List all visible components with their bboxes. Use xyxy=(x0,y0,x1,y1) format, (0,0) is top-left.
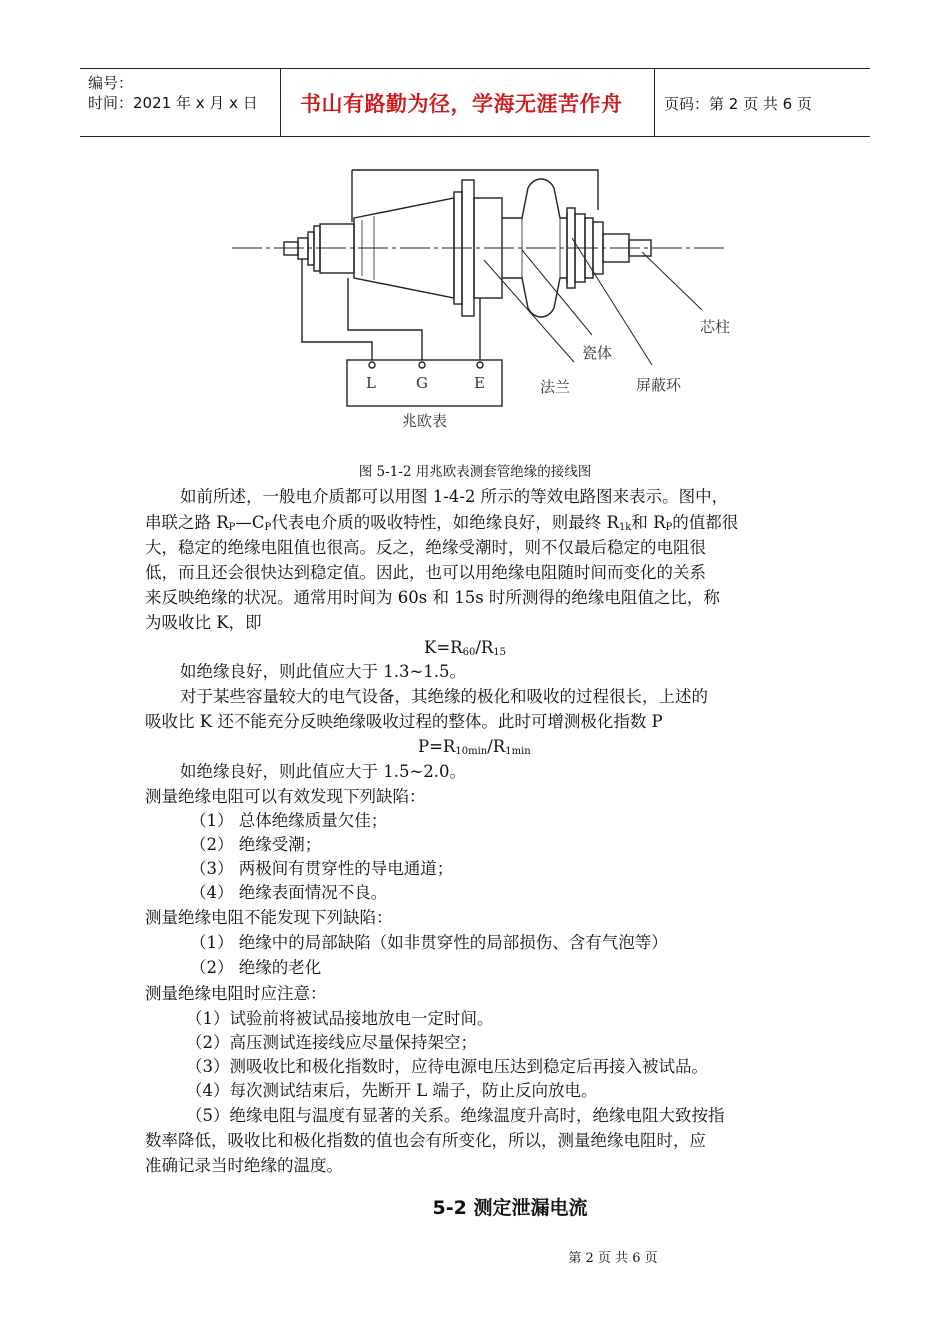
note-item: （1）试验前将被试品接地放电一定时间。 xyxy=(186,1009,494,1028)
can-detect-item: （2） 绝缘受潮； xyxy=(190,835,322,854)
label-shield-ring: 屏蔽环 xyxy=(636,376,682,394)
cannot-detect-item: （2） 绝缘的老化 xyxy=(190,958,322,977)
terminal-label-L: L xyxy=(366,374,376,392)
para1-line-2: 串联之路 $R_P—C_P$代表电介质的吸收特性，如绝缘良好，则最终 $R_{1k}$和 $R_P$的值都很 xyxy=(145,513,739,533)
section-title: 5-2 测定泄漏电流 xyxy=(432,1197,588,1219)
polarization-index-criterion: 如绝缘良好，则此值应大于 1.5~2.0。 xyxy=(180,762,467,781)
megohmmeter-label: 兆欧表 xyxy=(402,412,448,430)
document-date-label: 时间：2021 年 x 月 x 日 xyxy=(88,94,258,112)
page-footer: 第 2 页 共 6 页 xyxy=(568,1251,658,1266)
formula-polarization-index: $P=R_{10min}/R_{1min}$ xyxy=(418,737,531,757)
label-flange: 法兰 xyxy=(540,378,571,396)
para2-line-2: 吸收比 K 还不能充分反映绝缘吸收过程的整体。此时可增测极化指数 P xyxy=(145,712,663,731)
can-detect-title: 测量绝缘电阻可以有效发现下列缺陷： xyxy=(145,787,426,806)
label-core-column: 芯柱 xyxy=(700,318,731,336)
header-motto: 书山有路勤为径，学海无涯苦作舟 xyxy=(300,92,623,116)
header-divider-right xyxy=(654,68,655,136)
formula-absorption-ratio: $K=R_{60}/R_{15}$ xyxy=(424,638,507,658)
note-5-continuation: 数率降低，吸收比和极化指数的值也会有所变化，所以，测量绝缘电阻时，应 xyxy=(145,1131,706,1150)
notes-title: 测量绝缘电阻时应注意： xyxy=(145,984,327,1003)
para1-line-5: 来反映绝缘的状况。通常用时间为 60s 和 15s 时所测得的绝缘电阻值之比，称 xyxy=(145,588,720,607)
note-item: （4）每次测试结束后，先断开 L 端子，防止反向放电。 xyxy=(186,1081,598,1100)
can-detect-item: （1） 总体绝缘质量欠佳； xyxy=(190,811,388,830)
note-item: （5）绝缘电阻与温度有显著的关系。绝缘温度升高时，绝缘电阻大致按指 xyxy=(186,1106,725,1125)
note-item: （2）高压测试连接线应尽量保持架空； xyxy=(186,1033,477,1052)
figure-caption: 图 5-1-2 用兆欧表测套管绝缘的接线图 xyxy=(358,464,592,480)
note-item: （3）测吸收比和极化指数时，应待电源电压达到稳定后再接入被试品。 xyxy=(186,1057,708,1076)
absorption-ratio-criterion: 如绝缘良好，则此值应大于 1.3~1.5。 xyxy=(180,662,467,681)
header-top-rule xyxy=(80,68,870,69)
cannot-detect-item: （1） 绝缘中的局部缺陷（如非贯穿性的局部损伤、含有气泡等） xyxy=(190,933,668,952)
para1-line-1: 如前所述，一般电介质都可以用图 1-4-2 所示的等效电路图来表示。图中， xyxy=(180,487,729,506)
label-porcelain: 瓷体 xyxy=(582,344,613,362)
bushing-wiring-diagram xyxy=(222,160,742,450)
para1-line-4: 低，而且还会很快达到稳定值。因此，也可以用绝缘电阻随时间而变化的关系 xyxy=(145,563,706,582)
para2-line-1: 对于某些容量较大的电气设备，其绝缘的极化和吸收的过程很长，上述的 xyxy=(180,687,708,706)
cannot-detect-title: 测量绝缘电阻不能发现下列缺陷： xyxy=(145,908,393,927)
header-page-label: 页码：第 2 页 共 6 页 xyxy=(664,95,812,113)
header-divider-left xyxy=(280,68,281,136)
can-detect-item: （4） 绝缘表面情况不良。 xyxy=(190,883,388,902)
header-bottom-rule xyxy=(80,136,870,137)
can-detect-item: （3） 两极间有贯穿性的导电通道； xyxy=(190,859,454,878)
para1-line-3: 大，稳定的绝缘电阻值也很高。反之，绝缘受潮时，则不仅最后稳定的电阻很 xyxy=(145,538,706,557)
terminal-label-G: G xyxy=(416,374,428,392)
document-number-label: 编号： xyxy=(88,74,134,92)
note-5-continuation: 准确记录当时绝缘的温度。 xyxy=(145,1156,343,1175)
para1-line-6: 为吸收比 K，即 xyxy=(145,613,262,632)
terminal-label-E: E xyxy=(474,374,485,392)
